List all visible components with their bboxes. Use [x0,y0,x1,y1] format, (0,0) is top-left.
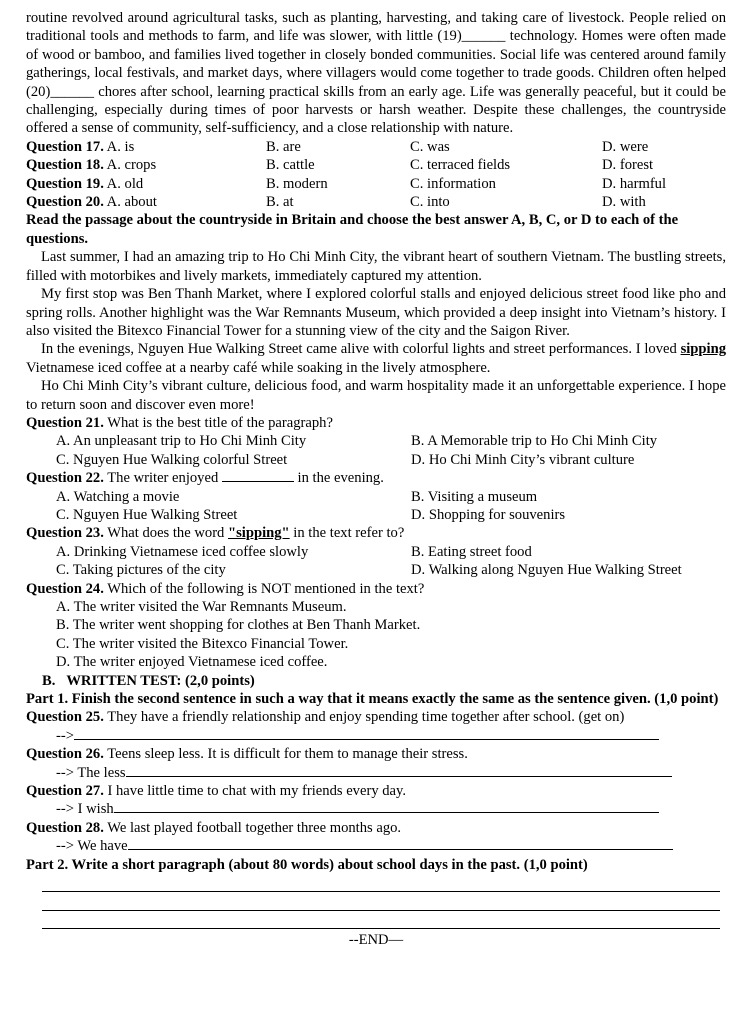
question-27: Question 27. I have little time to chat with my friends every day. --> I wish [26,782,726,819]
answer-line-28[interactable]: --> We have [26,837,726,855]
question-17: Question 17. A. is B. are C. was D. were [26,138,649,155]
question-19: Question 19. A. old B. modern C. information D. harmful [26,175,667,192]
question-23: Question 23. What does the word "sipping" in the text refer to? A. Drinking Vietnamese iced coffee slowly B. Eating street food C. Taking pictures of the city D. Walking along Nguyen Hue Walking Street [26,525,682,579]
writing-line[interactable] [42,911,720,929]
answer-line-26[interactable]: --> The less [26,764,726,782]
writing-line[interactable] [42,874,720,892]
end-marker: --END— [348,931,404,948]
answer-line-25[interactable]: --> [26,727,726,745]
part2-instruction: Part 2. Write a short paragraph (about 80 words) about school days in the past. (1,0 point) [26,856,588,873]
question-28: Question 28. We last played football together three months ago. --> We have [26,819,726,856]
exam-page [26,9,726,949]
writing-line[interactable] [42,892,720,910]
written-test-heading: B. WRITTEN TEST: (2,0 points) [42,672,255,689]
question-26: Question 26. Teens sleep less. It is difficult for them to manage their stress. --> The less [26,745,726,782]
question-24: Question 24. Which of the following is NOT mentioned in the text? A. The writer visited the War Remnants Museum. B. The writer went shopping for clothes at Ben Thanh Market. C. The writer visited the Bitexco Financial Tower. D. The writer enjoyed Vietnamese iced coffee. [26,580,425,671]
question-22: Question 22. The writer enjoyed in the evening. A. Watching a movie B. Visiting a museum C. Nguyen Hue Walking Street D. Shopping for souvenirs [26,470,566,523]
question-20: Question 20. A. about B. at C. into D. with [26,194,646,211]
questions-17-20 [26,138,726,212]
word-sipping: sipping [680,341,726,358]
question-18: Question 18. A. crops B. cattle C. terraced fields D. forest [26,157,654,174]
part1-instruction: Part 1. Finish the second sentence in such a way that it means exactly the same as the sentence given. (1,0 point) [26,691,719,708]
blank-19: (19)______ [437,28,506,45]
reading-instruction: Read the passage about the countryside in Britain and choose the best answer A, B, C, or D to each of the questions. [26,212,679,247]
blank-20: (20)______ [26,83,95,100]
question-21: Question 21. What is the best title of the paragraph? A. An unpleasant trip to Ho Chi Minh City B. A Memorable trip to Ho Chi Minh City C. Nguyen Hue Walking colorful Street D. Ho Chi Minh City’s vibrant culture [26,414,658,468]
blank-22 [222,469,294,482]
answer-line-27[interactable]: --> I wish [26,800,726,818]
question-25: Question 25. They have a friendly relationship and enjoy spending time together after school. (get on) --> [26,708,726,745]
passage-countryside: routine revolved around agricultural tasks, such as planting, harvesting, and taking care of livestock. People relied on traditional tools and methods to farm, and life was slower, with little (19)______ technology. Homes were often made of wood or bamboo, and families lived together in closely bonded communities. Social life was centered around family gatherings, local festivals, and market days, where villagers would come together to trade goods. Children often helped (20)______ chores after school, learning practical skills from an early age. Life was generally peaceful, but it could be challenging, especially during times of poor harvests or harsh weather. Despite these challenges, the countryside offered a sense of community, self-sufficiency, and a close relationship with nature. [26,10,726,137]
passage-hcmc: Last summer, I had an amazing trip to Ho Chi Minh City, the vibrant heart of southern Vietnam. The bustling streets, filled with motorbikes and lively markets, immediately captured my attention. My first stop was Ben Thanh Market, where I explored colorful stalls and enjoyed delicious street food like pho and spring rolls. Another highlight was the War Remnants Museum, which provided a deep insight into Vietnam’s history. I also visited the Bitexco Financial Tower for a stunning view of the city and the Saigon River. In the evenings, Nguyen Hue Walking Street came alive with colorful lights and street performances. I loved sipping Vietnamese iced coffee at a nearby café while soaking in the lively atmosphere. Ho Chi Minh City’s vibrant culture, delicious food, and warm hospitality made it an unforgettable experience. I hope to return soon and discover even more! [26,249,726,413]
